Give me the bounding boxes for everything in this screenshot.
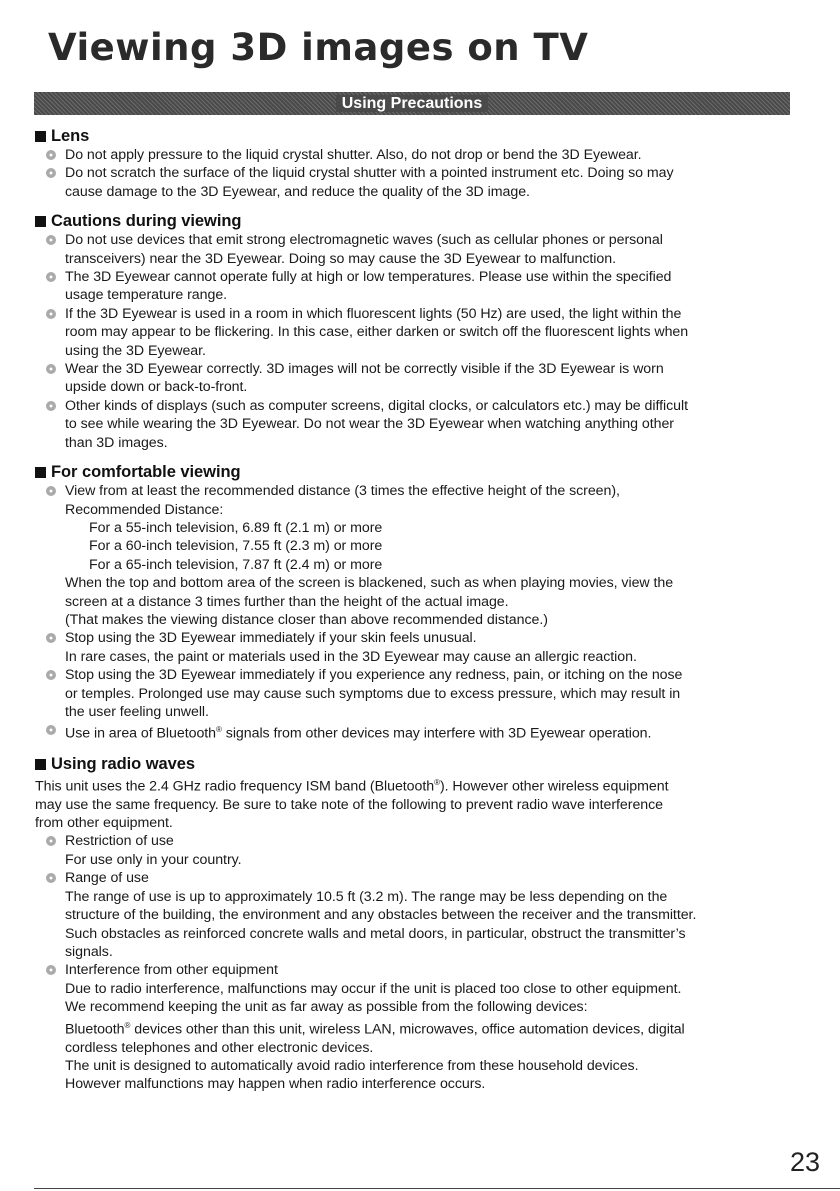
- bullet-icon: [46, 873, 56, 883]
- list-item: Stop using the 3D Eyewear immediately if your skin feels unusual. In rare cases, the paint or materials used in the 3D Eyewear may cause an allergic reaction.: [35, 629, 795, 666]
- bullet-icon: [46, 486, 56, 496]
- square-bullet-icon: [35, 759, 46, 770]
- list-item: Use in area of Bluetooth® signals from other devices may interfere with 3D Eyewear operation.: [35, 721, 795, 743]
- list-item: Do not apply pressure to the liquid crystal shutter. Also, do not drop or bend the 3D Eyewear.: [35, 146, 795, 164]
- distance-entry: For a 60-inch television, 7.55 ft (2.3 m) or more: [89, 538, 383, 555]
- section-heading: Cautions during viewing: [35, 211, 795, 231]
- section-banner: [34, 92, 790, 115]
- section-heading: For comfortable viewing: [35, 462, 795, 482]
- page-title: Viewing 3D images on TV: [48, 26, 589, 69]
- square-bullet-icon: [35, 131, 46, 142]
- bullet-icon: [46, 633, 56, 643]
- list-item: Do not scratch the surface of the liquid crystal shutter with a pointed instrument etc. Doing so may cause damage to the 3D Eyewear, and reduce the quality of the 3D image.: [35, 164, 795, 201]
- bullet-icon: [46, 965, 56, 975]
- bullet-icon: [46, 272, 56, 282]
- paragraph: When the top and bottom area of the screen is blackened, such as when playing movies, view the screen at a distance 3 times further than the height of the actual image. (That makes the viewing distance closer than above recommended distance.): [65, 575, 674, 628]
- bullet-icon: [46, 836, 56, 846]
- distance-entry: For a 65-inch television, 7.87 ft (2.4 m) or more: [89, 556, 383, 573]
- distance-entry: For a 55-inch television, 6.89 ft (2.1 m) or more: [89, 519, 383, 536]
- bullet-icon: [46, 168, 56, 178]
- section-radio-waves: [35, 754, 795, 1094]
- bullet-icon: [46, 670, 56, 680]
- list-item: If the 3D Eyewear is used in a room in which fluorescent lights (50 Hz) are used, the light within the room may appear to be flickering. In this case, either darken or switch off the fluorescent lights when using the 3D Eyewear.: [35, 305, 795, 360]
- section-lens: [35, 126, 795, 201]
- section-cautions: [35, 211, 795, 452]
- banner-label: Using Precautions: [336, 95, 488, 112]
- list-item: Other kinds of displays (such as computer screens, digital clocks, or calculators etc.) may be difficult to see while wearing the 3D Eyewear. Do not wear the 3D Eyewear when watching anything other than 3D images.: [35, 397, 795, 452]
- bullet-icon: [46, 401, 56, 411]
- bullet-icon: [46, 235, 56, 245]
- list-item: View from at least the recommended distance (3 times the effective height of the screen), Recommended Distance:: [35, 482, 795, 519]
- bullet-icon: [46, 150, 56, 160]
- section-heading: Using radio waves: [35, 754, 795, 774]
- list-item: Restriction of use For use only in your country.: [35, 832, 795, 869]
- square-bullet-icon: [35, 216, 46, 227]
- list-item: Wear the 3D Eyewear correctly. 3D images will not be correctly visible if the 3D Eyewear is worn upside down or back-to-front.: [35, 360, 795, 397]
- page-number: 23: [789, 1147, 820, 1177]
- section-comfortable-viewing: [35, 462, 795, 743]
- main-content: [35, 126, 795, 1104]
- bullet-icon: [46, 364, 56, 374]
- bottom-rule: [34, 1188, 840, 1189]
- bullet-icon: [46, 725, 56, 735]
- paragraph: This unit uses the 2.4 GHz radio frequency ISM band (Bluetooth®). However other wireless equipment may use the same frequency. Be sure to take note of the following to prevent radio wave interference from other equipment.: [35, 777, 669, 832]
- bullet-icon: [46, 309, 56, 319]
- list-item: Range of use The range of use is up to approximately 10.5 ft (3.2 m). The range may be less depending on the structure of the building, the environment and any obstacles between the receiver and the transmitter. Such obstacles as reinforced concrete walls and metal doors, in particular, obstruct the transmitter’s signals.: [35, 869, 795, 961]
- section-heading: Lens: [35, 126, 795, 146]
- list-item: Interference from other equipment Due to radio interference, malfunctions may occur if the unit is placed too close to other equipment. We recommend keeping the unit as far away as possible from the following devices: Bluetooth® devices other than this unit, wireless LAN, microwaves, office automation devices, digital cordless telephones and other electronic devices. The unit is designed to automatically avoid radio interference from these household devices. However malfunctions may happen when radio interference occurs.: [35, 961, 795, 1094]
- distance-list: [35, 519, 795, 574]
- list-item: Do not use devices that emit strong electromagnetic waves (such as cellular phones or personal transceivers) near the 3D Eyewear. Doing so may cause the 3D Eyewear to malfunction.: [35, 231, 795, 268]
- square-bullet-icon: [35, 467, 46, 478]
- list-item: Stop using the 3D Eyewear immediately if you experience any redness, pain, or itching on the nose or temples. Prolonged use may cause such symptoms due to excess pressure, which may result in the user feeling unwell.: [35, 666, 795, 721]
- list-item: The 3D Eyewear cannot operate fully at high or low temperatures. Please use within the specified usage temperature range.: [35, 268, 795, 305]
